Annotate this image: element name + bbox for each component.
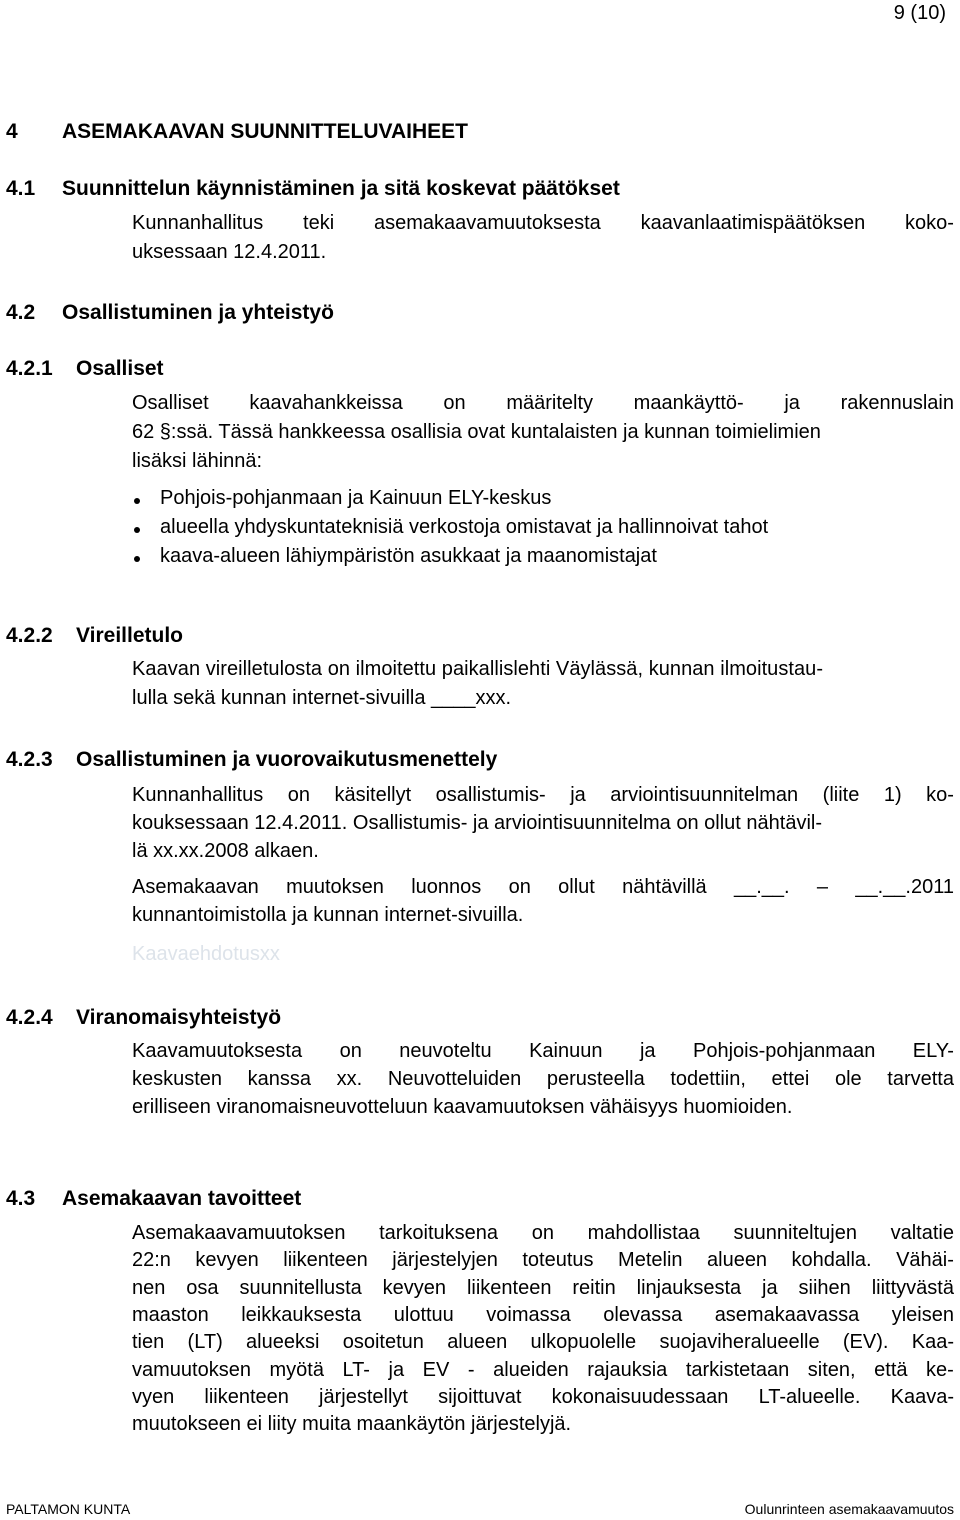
paragraph-line: 62 §:ssä. Tässä hankkeessa osallisia ovat kuntalaisten ja kunnan toimielimien — [132, 421, 821, 443]
subsection-title: Viranomaisyhteistyö — [76, 1006, 282, 1029]
word: rakennuslain — [840, 392, 954, 414]
word: (LT) — [187, 1331, 223, 1354]
subsection-number: 4.2.1 — [6, 357, 53, 380]
word: liikenteen — [204, 1385, 289, 1408]
word: keskusten — [132, 1068, 223, 1090]
word: linjauksesta — [636, 1276, 742, 1299]
section-number: 4.1 — [6, 177, 36, 200]
paragraph-line: Kaavan vireilletulosta on ilmoitettu paikallislehti Väylässä, kunnan ilmoitustau- — [132, 658, 824, 680]
paragraph-line — [132, 1386, 954, 1409]
bullet-item: kaava-alueen lähiympäristön asukkaat ja maanomistajat — [160, 545, 657, 567]
word: on — [287, 784, 310, 806]
word: kokonaisuudessaan — [551, 1385, 729, 1408]
word: Asemakaavamuutoksen — [132, 1222, 346, 1244]
subsection-number: 4.2.3 — [6, 748, 53, 771]
subsection-heading-4-2-3 — [6, 748, 497, 772]
paragraph-line: erilliseen viranomaisneuvotteluun kaavamuutoksen vähäisyys huomioiden. — [132, 1096, 793, 1118]
paragraph-line — [132, 784, 954, 807]
word: kaavanlaatimispäätöksen — [640, 212, 866, 234]
paragraph-line — [132, 1222, 954, 1245]
word: siten, — [807, 1358, 856, 1381]
word: alueen — [707, 1249, 768, 1272]
word: ko- — [926, 784, 954, 806]
word: sijoittuvat — [438, 1385, 522, 1408]
word: suojaviheralueelle — [659, 1331, 820, 1354]
word: on — [508, 876, 531, 898]
word: osa — [186, 1276, 219, 1299]
word: ja — [762, 1276, 778, 1299]
word: Kaavamuutoksesta — [132, 1040, 303, 1062]
word: ollut — [558, 876, 595, 898]
paragraph-line — [132, 1249, 954, 1272]
subsection-heading-4-2-1 — [6, 357, 164, 381]
section-heading-4-3 — [6, 1187, 301, 1211]
word: suunniteltujen — [733, 1222, 857, 1244]
word: perusteella — [546, 1068, 645, 1090]
word: tien — [132, 1331, 165, 1354]
section-title: Osallistuminen ja yhteistyö — [62, 301, 334, 324]
word: valtatie — [890, 1222, 954, 1244]
word: nähtävillä — [622, 876, 707, 898]
word: ole — [834, 1068, 862, 1090]
word: on — [339, 1040, 362, 1062]
paragraph-line — [132, 1359, 954, 1382]
word: Kaa- — [911, 1331, 954, 1354]
paragraph-line — [132, 1331, 954, 1354]
word: vamuutoksen — [132, 1358, 251, 1381]
subsection-number: 4.2.4 — [6, 1006, 53, 1029]
paragraph-line: uksessaan 12.4.2011. — [132, 241, 327, 263]
word: LT-alueelle. — [758, 1385, 861, 1408]
word: myötä — [269, 1358, 324, 1381]
paragraph-line: muutokseen ei liity muita maankäytön järjestelyjä. — [132, 1413, 572, 1435]
word: Osalliset — [132, 392, 209, 414]
word: rajauksia — [587, 1358, 668, 1381]
word: ja — [388, 1358, 405, 1381]
paragraph-line — [132, 392, 954, 415]
paragraph-line: kunnantoimistolla ja kunnan internet-sivuilla. — [132, 904, 524, 926]
word: järjestellyt — [319, 1385, 408, 1408]
word: maankäyttö- — [633, 392, 744, 414]
bullet-marker — [134, 556, 140, 562]
word: __.__. — [734, 876, 790, 898]
word: (EV). — [842, 1331, 889, 1354]
word: 22:n — [132, 1249, 171, 1272]
word: vyen — [132, 1385, 175, 1408]
bullet-marker — [134, 498, 140, 504]
word: ja — [784, 392, 800, 414]
word: liikenteen — [466, 1276, 552, 1299]
footer-left: PALTAMON KUNTA — [6, 1501, 131, 1517]
word: voimassa — [486, 1303, 571, 1326]
footer-right: Oulunrinteen asemakaavamuutos — [744, 1501, 954, 1517]
section-number: 4.2 — [6, 301, 36, 324]
paragraph-line — [132, 1277, 954, 1300]
word: ja — [570, 784, 586, 806]
word: reitin — [572, 1276, 616, 1299]
subsection-title: Osalliset — [76, 357, 164, 380]
word: tarkoituksena — [379, 1222, 499, 1244]
paragraph-line: lulla sekä kunnan internet-sivuilla ____xxx. — [132, 687, 512, 709]
word: koko- — [905, 212, 954, 234]
word: osoitetun — [342, 1331, 424, 1354]
word: todettiin, — [670, 1068, 746, 1090]
word: Pohjois-pohjanmaan — [692, 1040, 876, 1062]
word: Kainuun — [529, 1040, 603, 1062]
word: kevyen — [195, 1249, 259, 1272]
bullet-item: alueella yhdyskuntateknisiä verkostoja omistavat ja hallinnoivat tahot — [160, 516, 769, 538]
word: teki — [303, 212, 335, 234]
word: asemakaavassa — [714, 1303, 860, 1326]
word: kevyen — [382, 1276, 447, 1299]
section-title: Asemakaavan tavoitteet — [62, 1187, 302, 1210]
word: leikkauksesta — [241, 1303, 362, 1326]
word: Kunnanhallitus — [132, 784, 264, 806]
word: ulottuu — [393, 1303, 454, 1326]
word: Asemakaavan — [132, 876, 259, 898]
word: __.__.2011 — [855, 876, 954, 898]
word: että — [874, 1358, 908, 1381]
word: (liite — [822, 784, 860, 806]
word: on — [531, 1222, 554, 1244]
word: osallistumis- — [435, 784, 546, 806]
paragraph-line — [132, 1068, 954, 1091]
paragraph-line — [132, 1040, 954, 1063]
word: alueen — [447, 1331, 508, 1354]
word: toteutus — [522, 1249, 594, 1272]
subsection-title: Osallistuminen ja vuorovaikutusmenettely — [76, 748, 498, 771]
paragraph-line — [132, 876, 954, 899]
word: alueeksi — [246, 1331, 320, 1354]
subsection-heading-4-2-2 — [6, 624, 183, 648]
word: maaston — [132, 1303, 209, 1326]
word: liittyvästä — [871, 1276, 954, 1299]
word: tarvetta — [887, 1068, 954, 1090]
subsection-number: 4.2.2 — [6, 624, 53, 647]
paragraph-line: kouksessaan 12.4.2011. Osallistumis- ja arviointisuunnitelma on ollut nähtävil- — [132, 812, 822, 834]
faded-text: Kaavaehdotusxx — [132, 943, 280, 965]
word: käsitellyt — [334, 784, 412, 806]
word: ulkopuolelle — [530, 1331, 637, 1354]
paragraph-line — [132, 1304, 954, 1327]
word: on — [443, 392, 466, 414]
word: arviointisuunnitelman — [610, 784, 799, 806]
word: 1) — [883, 784, 902, 806]
subsection-heading-4-2-4 — [6, 1006, 281, 1030]
word: alueiden — [493, 1358, 569, 1381]
section-heading-4-2 — [6, 301, 334, 325]
word: kanssa — [247, 1068, 312, 1090]
chapter-title: ASEMAKAAVAN SUUNNITTELUVAIHEET — [62, 120, 469, 143]
word: ettei — [771, 1068, 810, 1090]
word: nen — [132, 1276, 166, 1299]
word: ke- — [926, 1358, 954, 1381]
word: ja — [639, 1040, 656, 1062]
word: mahdollistaa — [587, 1222, 700, 1244]
paragraph-line — [132, 212, 954, 235]
word: Neuvotteluiden — [387, 1068, 522, 1090]
word: neuvoteltu — [399, 1040, 492, 1062]
word: määritelty — [506, 392, 594, 414]
word: siihen — [798, 1276, 851, 1299]
chapter-heading — [6, 120, 468, 144]
chapter-number: 4 — [6, 120, 18, 143]
word: liikenteen — [283, 1249, 368, 1272]
bullet-item: Pohjois-pohjanmaan ja Kainuun ELY-keskus — [160, 487, 552, 509]
page-number: 9 (10) — [893, 2, 946, 24]
word: suunnitellusta — [239, 1276, 362, 1299]
word: muutoksen — [286, 876, 384, 898]
word: olevassa — [603, 1303, 683, 1326]
word: luonnos — [411, 876, 482, 898]
word: Metelin — [618, 1249, 683, 1272]
word: kaavahankkeissa — [249, 392, 403, 414]
bullet-marker — [134, 527, 140, 533]
word: xx. — [336, 1068, 363, 1090]
section-title: Suunnittelun käynnistäminen ja sitä koskevat päätökset — [62, 177, 620, 200]
word: Kunnanhallitus — [132, 212, 264, 234]
section-number: 4.3 — [6, 1187, 36, 1210]
word: kohdalla. — [791, 1249, 872, 1272]
section-heading-4-1 — [6, 177, 620, 201]
word: Kaava- — [890, 1385, 954, 1408]
word: järjestelyjen — [392, 1249, 498, 1272]
word: asemakaavamuutoksesta — [374, 212, 601, 234]
paragraph-line: lä xx.xx.2008 alkaen. — [132, 840, 319, 862]
word: ELY- — [912, 1040, 954, 1062]
word: yleisen — [891, 1303, 954, 1326]
word: LT- — [342, 1358, 370, 1381]
subsection-title: Vireilletulo — [76, 624, 183, 647]
word: EV — [422, 1358, 450, 1381]
word: – — [816, 876, 829, 898]
word: tarkistetaan — [685, 1358, 790, 1381]
paragraph-line: lisäksi lähinnä: — [132, 450, 263, 472]
word: - — [467, 1358, 475, 1381]
word: Vähäi- — [896, 1249, 954, 1272]
